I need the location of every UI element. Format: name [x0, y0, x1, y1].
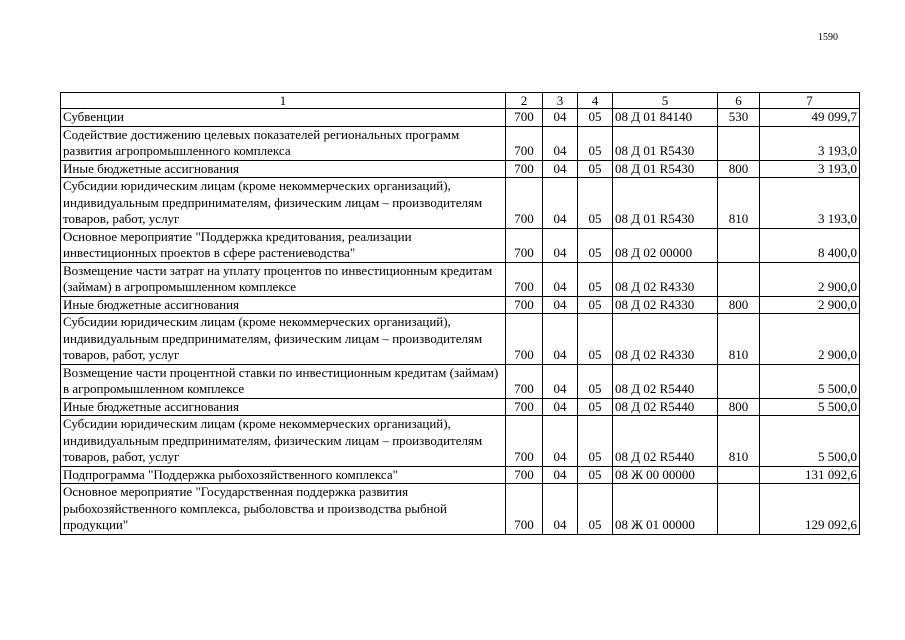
cell-section: 04 [543, 296, 578, 314]
cell-target-article: 08 Д 02 R4330 [613, 262, 718, 296]
cell-name: Субсидии юридическим лицам (кроме некоммерческих организаций), индивидуальным предпринимателям, физическим лицам – производителям товаров, работ, услуг [61, 178, 506, 229]
table-row [61, 160, 860, 178]
cell-subsection: 05 [578, 416, 613, 467]
cell-expense-type [718, 364, 760, 398]
cell-section: 04 [543, 126, 578, 160]
table-row [61, 228, 860, 262]
cell-ministry: 700 [506, 296, 543, 314]
cell-amount: 129 092,6 [760, 484, 860, 535]
cell-target-article: 08 Д 02 R4330 [613, 314, 718, 365]
cell-name: Возмещение части процентной ставки по инвестиционным кредитам (займам) в агропромышленном комплексе [61, 364, 506, 398]
table-row [61, 109, 860, 127]
cell-expense-type [718, 228, 760, 262]
table-row [61, 484, 860, 535]
cell-name: Иные бюджетные ассигнования [61, 160, 506, 178]
table-row [61, 262, 860, 296]
cell-amount: 3 193,0 [760, 126, 860, 160]
cell-amount: 131 092,6 [760, 466, 860, 484]
cell-section: 04 [543, 484, 578, 535]
header-row [61, 93, 860, 109]
cell-target-article: 08 Д 01 R5430 [613, 178, 718, 229]
header-cell-name: 1 [61, 93, 506, 109]
table-row [61, 296, 860, 314]
cell-subsection: 05 [578, 160, 613, 178]
header-cell-expense-type: 6 [718, 93, 760, 109]
cell-ministry: 700 [506, 126, 543, 160]
table-row [61, 178, 860, 229]
cell-subsection: 05 [578, 484, 613, 535]
cell-amount: 2 900,0 [760, 262, 860, 296]
header-cell-section: 3 [543, 93, 578, 109]
cell-ministry: 700 [506, 228, 543, 262]
cell-subsection: 05 [578, 466, 613, 484]
table-body [61, 109, 860, 535]
cell-expense-type: 810 [718, 314, 760, 365]
table-row [61, 314, 860, 365]
cell-section: 04 [543, 109, 578, 127]
cell-name: Субсидии юридическим лицам (кроме некоммерческих организаций), индивидуальным предпринимателям, физическим лицам – производителям товаров, работ, услуг [61, 416, 506, 467]
cell-expense-type: 800 [718, 398, 760, 416]
cell-name: Основное мероприятие "Поддержка кредитования, реализации инвестиционных проектов в сфере растениеводства" [61, 228, 506, 262]
cell-section: 04 [543, 364, 578, 398]
cell-expense-type: 800 [718, 296, 760, 314]
cell-target-article: 08 Д 02 R4330 [613, 296, 718, 314]
cell-section: 04 [543, 416, 578, 467]
cell-section: 04 [543, 160, 578, 178]
cell-name: Субсидии юридическим лицам (кроме некоммерческих организаций), индивидуальным предпринимателям, физическим лицам – производителям товаров, работ, услуг [61, 314, 506, 365]
cell-expense-type: 800 [718, 160, 760, 178]
cell-subsection: 05 [578, 296, 613, 314]
cell-expense-type: 810 [718, 416, 760, 467]
cell-subsection: 05 [578, 364, 613, 398]
cell-amount: 8 400,0 [760, 228, 860, 262]
cell-ministry: 700 [506, 484, 543, 535]
cell-amount: 5 500,0 [760, 416, 860, 467]
cell-expense-type [718, 126, 760, 160]
cell-target-article: 08 Д 02 00000 [613, 228, 718, 262]
cell-target-article: 08 Д 02 R5440 [613, 416, 718, 467]
cell-section: 04 [543, 398, 578, 416]
cell-ministry: 700 [506, 314, 543, 365]
cell-ministry: 700 [506, 160, 543, 178]
cell-ministry: 700 [506, 262, 543, 296]
cell-subsection: 05 [578, 126, 613, 160]
cell-expense-type: 810 [718, 178, 760, 229]
table-row [61, 398, 860, 416]
cell-amount: 5 500,0 [760, 398, 860, 416]
cell-ministry: 700 [506, 398, 543, 416]
cell-amount: 2 900,0 [760, 314, 860, 365]
cell-target-article: 08 Д 02 R5440 [613, 364, 718, 398]
cell-target-article: 08 Ж 01 00000 [613, 484, 718, 535]
cell-name: Иные бюджетные ассигнования [61, 398, 506, 416]
cell-ministry: 700 [506, 364, 543, 398]
header-cell-target-article: 5 [613, 93, 718, 109]
cell-amount: 49 099,7 [760, 109, 860, 127]
cell-subsection: 05 [578, 178, 613, 229]
cell-ministry: 700 [506, 178, 543, 229]
cell-target-article: 08 Д 01 R5430 [613, 126, 718, 160]
cell-expense-type [718, 484, 760, 535]
table-row [61, 126, 860, 160]
cell-ministry: 700 [506, 109, 543, 127]
table-row [61, 466, 860, 484]
cell-section: 04 [543, 314, 578, 365]
cell-name: Содействие достижению целевых показателей региональных программ развития агропромышленного комплекса [61, 126, 506, 160]
table-row [61, 416, 860, 467]
cell-section: 04 [543, 178, 578, 229]
header-cell-amount: 7 [760, 93, 860, 109]
cell-name: Субвенции [61, 109, 506, 127]
cell-subsection: 05 [578, 398, 613, 416]
cell-amount: 5 500,0 [760, 364, 860, 398]
cell-target-article: 08 Д 01 R5430 [613, 160, 718, 178]
budget-table [60, 92, 860, 535]
cell-expense-type [718, 262, 760, 296]
cell-subsection: 05 [578, 228, 613, 262]
cell-ministry: 700 [506, 416, 543, 467]
header-cell-subsection: 4 [578, 93, 613, 109]
cell-target-article: 08 Д 02 R5440 [613, 398, 718, 416]
cell-name: Подпрограмма "Поддержка рыбохозяйственного комплекса" [61, 466, 506, 484]
cell-section: 04 [543, 466, 578, 484]
cell-subsection: 05 [578, 314, 613, 365]
cell-subsection: 05 [578, 109, 613, 127]
cell-amount: 3 193,0 [760, 160, 860, 178]
cell-target-article: 08 Ж 00 00000 [613, 466, 718, 484]
table-row [61, 364, 860, 398]
cell-subsection: 05 [578, 262, 613, 296]
cell-amount: 2 900,0 [760, 296, 860, 314]
cell-section: 04 [543, 262, 578, 296]
cell-name: Основное мероприятие "Государственная поддержка развития рыбохозяйственного комплекса, рыболовства и производства рыбной продукции" [61, 484, 506, 535]
header-cell-ministry: 2 [506, 93, 543, 109]
cell-target-article: 08 Д 01 84140 [613, 109, 718, 127]
cell-name: Иные бюджетные ассигнования [61, 296, 506, 314]
page-number: 1590 [818, 32, 838, 43]
cell-section: 04 [543, 228, 578, 262]
cell-ministry: 700 [506, 466, 543, 484]
cell-expense-type: 530 [718, 109, 760, 127]
cell-amount: 3 193,0 [760, 178, 860, 229]
cell-expense-type [718, 466, 760, 484]
cell-name: Возмещение части затрат на уплату процентов по инвестиционным кредитам (займам) в агропромышленном комплексе [61, 262, 506, 296]
